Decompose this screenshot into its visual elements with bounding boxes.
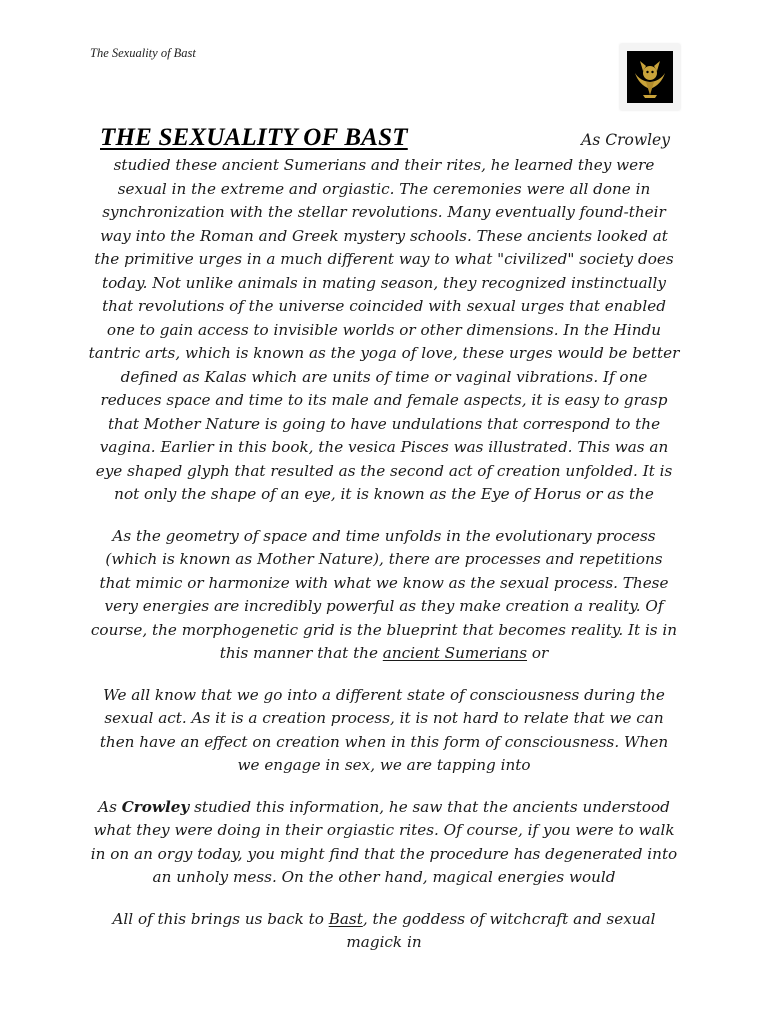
page-title: THE SEXUALITY OF BAST (100, 124, 408, 151)
bast-link[interactable]: Bast (328, 909, 363, 928)
paragraph-2 (88, 525, 680, 666)
paragraph-4-text: studied this information, he saw that the ancients understood what they were doing in their orgiastic rites. Of course, if you were to walk in on an orgy today, you might find that the procedure has degenerated into an unholy mess. On the other hand, magical energies would (90, 797, 678, 886)
ancient-sumerians-link[interactable]: ancient Sumerians (382, 644, 528, 662)
paragraph-4-lead: As (98, 797, 122, 816)
paragraph-2-tail: or (527, 644, 549, 662)
bast-emblem-icon (627, 51, 673, 103)
paragraph-4 (88, 796, 680, 890)
title-continuation: As Crowley (581, 131, 670, 149)
crowley-bold: Crowley (121, 797, 190, 816)
paragraph-2-text: As the geometry of space and time unfolds in the evolutionary process (which is known as Mother Nature), there are processes and repetitions that mimic or harmonize with what we know as the sexual process. These very energies are incredibly powerful as they make creation a reality. Of course, the morphogenetic grid is the blueprint that becomes reality. It is in this manner that the (90, 526, 678, 662)
paragraph-5-text: , the goddess of witchcraft and sexual magick in (346, 909, 656, 951)
paragraph-5 (88, 908, 680, 955)
paragraph-5-lead: All of this brings us back to (112, 909, 329, 928)
bast-emblem (620, 44, 680, 110)
paragraph-1: studied these ancient Sumerians and their rites, he learned they were sexual in the extreme and orgiastic. The ceremonies were all done in synchronization with the stellar revolutions. Many eventually found-their way into the Roman and Greek mystery schools. These ancients looked at the primitive urges in a much different way to what "civilized" society does today. Not unlike animals in mating season, they recognized instinctually that revolutions of the universe coincided with sexual urges that enabled one to gain access to invisible worlds or other dimensions. In the Hindu tantric arts, which is known as the yoga of love, these urges would be better defined as Kalas which are units of time or vaginal vibrations. If one reduces space and time to its male and female aspects, it is easy to grasp that Mother Nature is going to have undulations that correspond to the vagina. Earlier in this book, the vesica Pisces was illustrated. This was an eye shaped glyph that resulted as the second act of creation unfolded. It is not only the shape of an eye, it is known as the Eye of Horus or as the (88, 156, 680, 503)
article (88, 124, 680, 973)
title-line (100, 124, 680, 152)
running-header: The Sexuality of Bast (90, 46, 196, 60)
paragraph-3: We all know that we go into a different state of consciousness during the sexual act. As it is a creation process, it is not hard to relate that we can then have an effect on creation when in this form of consciousness. When we engage in sex, we are tapping into (99, 685, 669, 774)
